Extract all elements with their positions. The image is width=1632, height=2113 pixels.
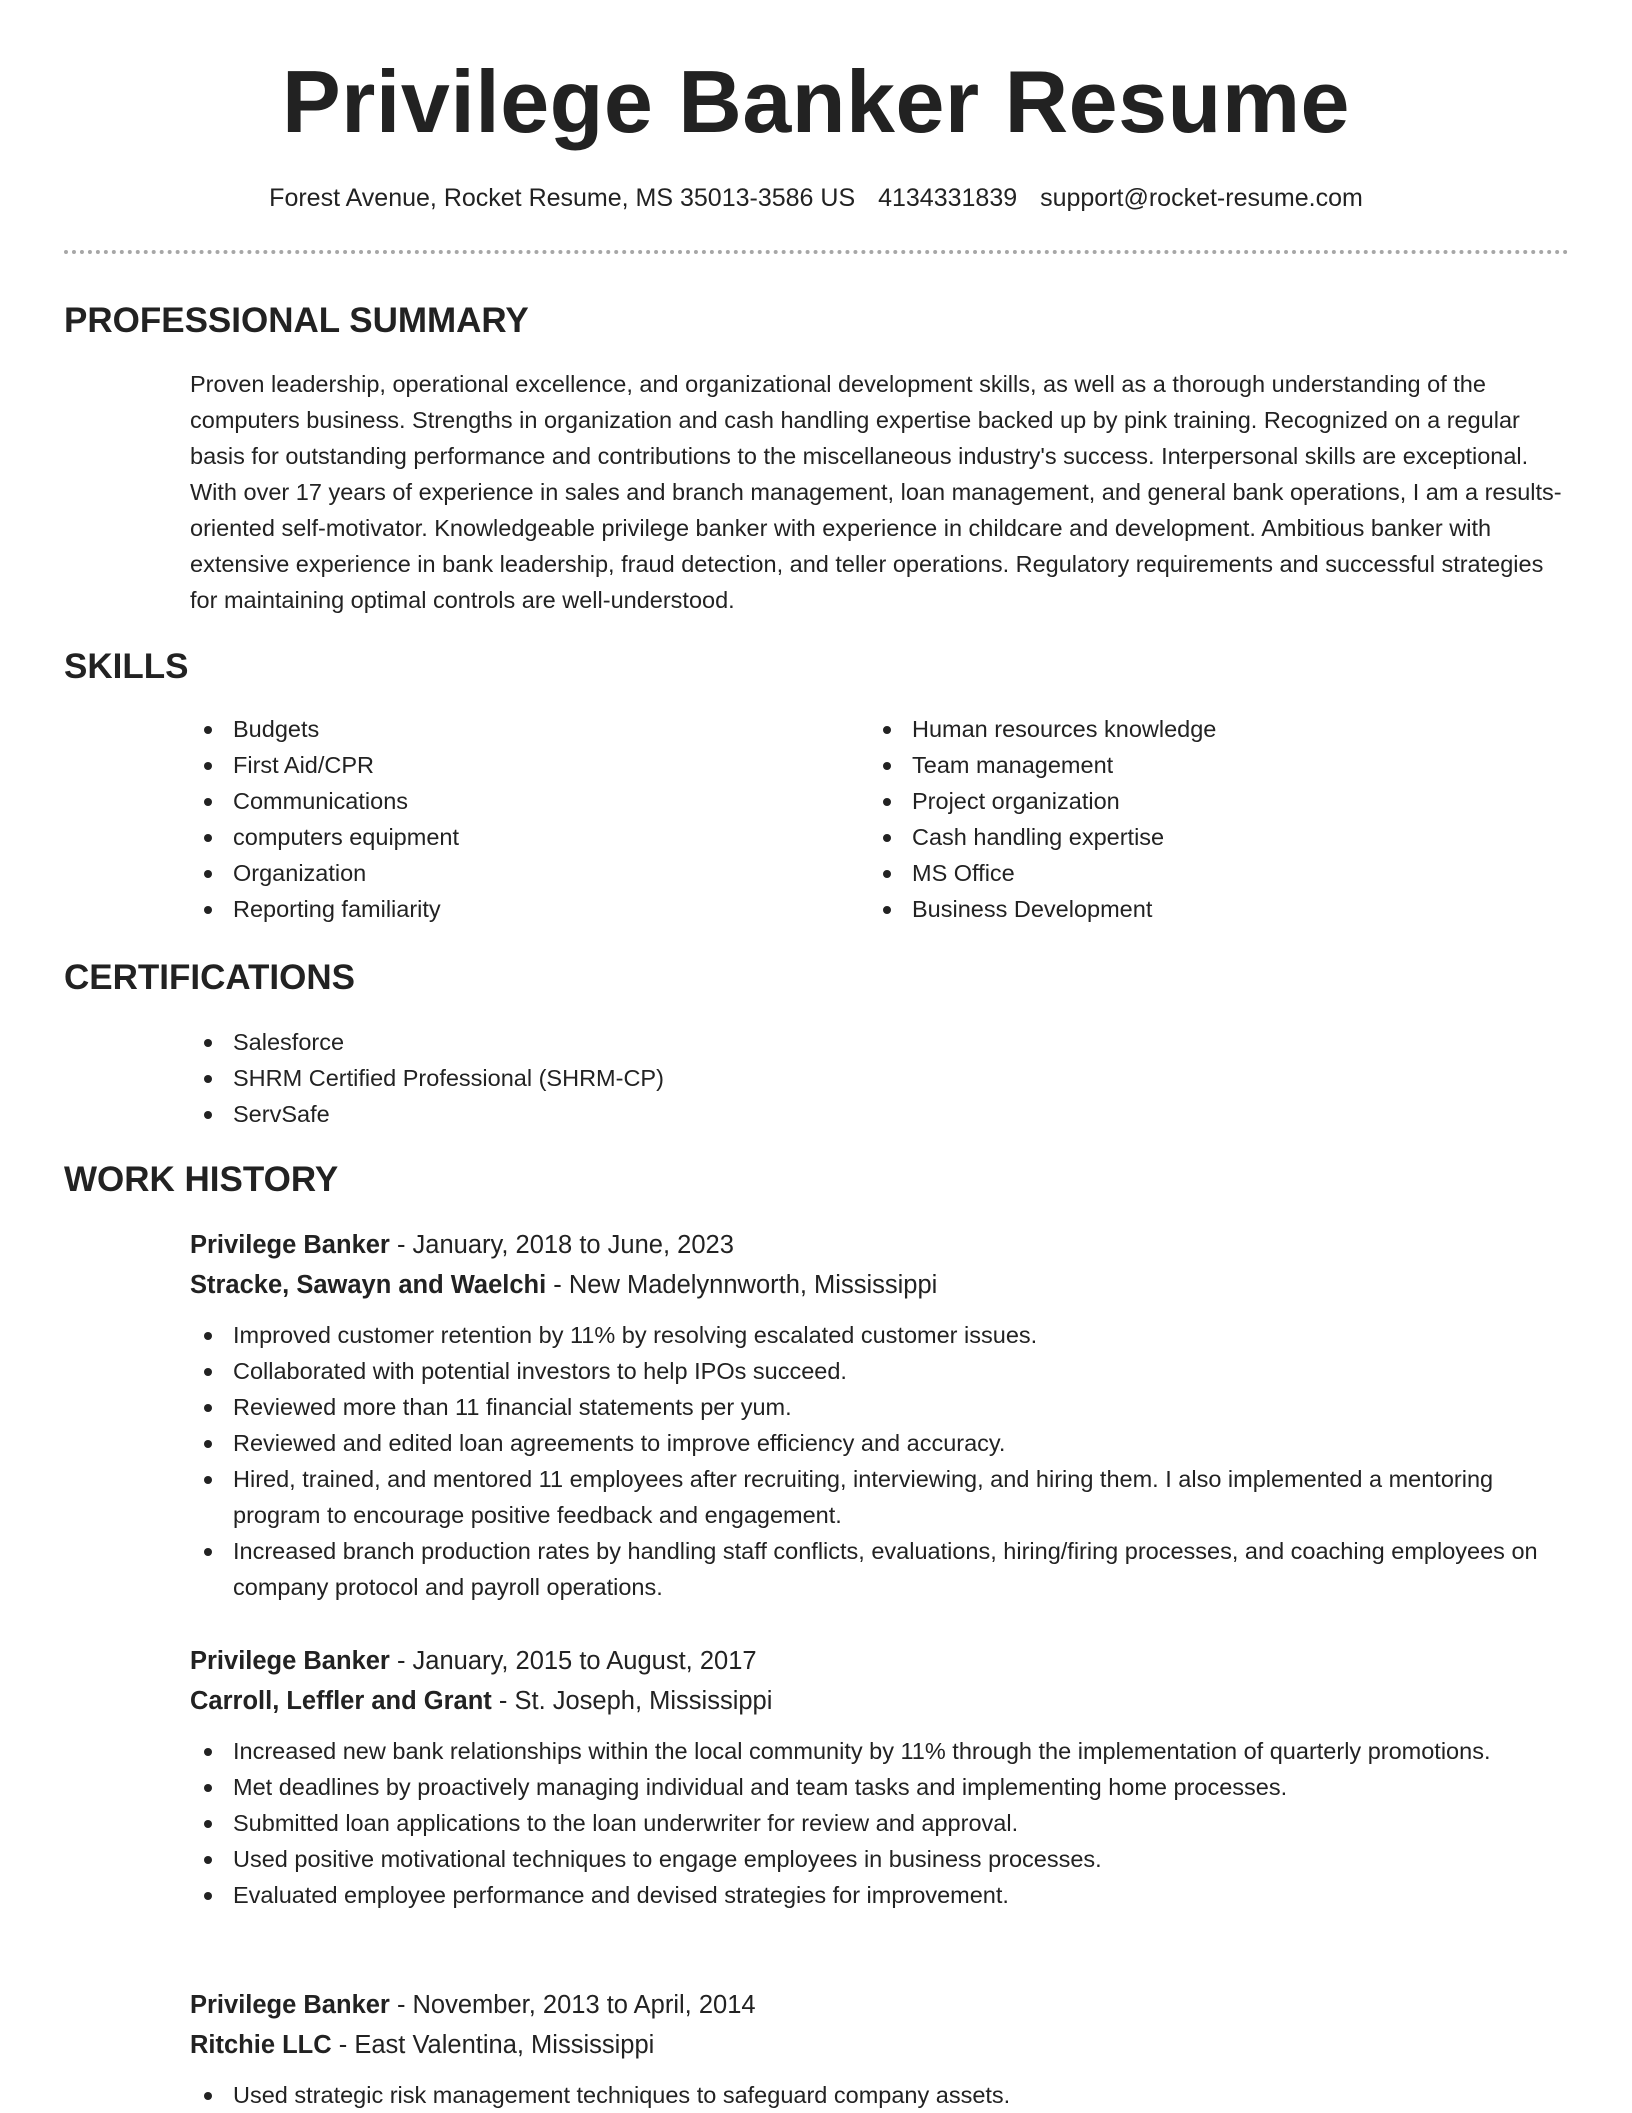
job-location: - East Valentina, Mississippi [331, 2031, 655, 2059]
job-bullets [190, 1317, 1570, 1605]
job-entry [190, 1641, 1570, 1913]
list-item: Evaluated employee performance and devised strategies for improvement. [190, 1877, 1570, 1913]
job-role: Privilege Banker [190, 1231, 390, 1259]
list-item: Increased branch production rates by handling staff conflicts, evaluations, hiring/firing processes, and coaching employees on company protocol and payroll operations. [190, 1533, 1570, 1605]
certifications-list [190, 1024, 1570, 1132]
list-item: Cash handling expertise [869, 819, 1559, 855]
list-item: Submitted loan applications to the loan underwriter for review and approval. [190, 1805, 1570, 1841]
job-title-line [190, 1985, 1570, 2025]
list-item: Increased new bank relationships within the local community by 11% through the implementation of quarterly promotions. [190, 1733, 1570, 1769]
header-divider [64, 250, 1569, 254]
job-role: Privilege Banker [190, 1647, 390, 1675]
job-entry [190, 1985, 1570, 2113]
work-history-heading: WORK HISTORY [64, 1160, 339, 1199]
resume-title: Privilege Banker Resume [281, 52, 1350, 151]
list-item: Business Development [869, 891, 1559, 927]
job-company-line [190, 1265, 1570, 1305]
list-item: Used strategic risk management techniques to safeguard company assets. [190, 2077, 1570, 2113]
skills-list-left [190, 711, 790, 927]
list-item: Communications [190, 783, 790, 819]
list-item: computers equipment [190, 819, 790, 855]
list-item: Hired, trained, and mentored 11 employees after recruiting, interviewing, and hiring them. I also implemented a mentoring program to encourage positive feedback and engagement. [190, 1461, 1570, 1533]
list-item: Human resources knowledge [869, 711, 1559, 747]
job-company: Stracke, Sawayn and Waelchi [190, 1271, 547, 1299]
list-item: Budgets [190, 711, 790, 747]
skills-heading: SKILLS [64, 647, 189, 686]
list-item: Reviewed and edited loan agreements to improve efficiency and accuracy. [190, 1425, 1570, 1461]
list-item: Organization [190, 855, 790, 891]
job-title-line [190, 1641, 1570, 1681]
list-item: Collaborated with potential investors to help IPOs succeed. [190, 1353, 1570, 1389]
certifications-heading: CERTIFICATIONS [64, 958, 356, 997]
list-item: Used positive motivational techniques to engage employees in business processes. [190, 1841, 1570, 1877]
list-item: Reviewed more than 11 financial statements per yum. [190, 1389, 1570, 1425]
job-company: Carroll, Leffler and Grant [190, 1687, 492, 1715]
list-item: SHRM Certified Professional (SHRM-CP) [190, 1060, 1570, 1096]
job-bullets [190, 1733, 1570, 1913]
skills-list-right [869, 711, 1559, 927]
job-company-line [190, 2025, 1570, 2065]
address-text: Forest Avenue, Rocket Resume, MS 35013-3586 US [269, 184, 856, 212]
job-entry [190, 1225, 1570, 1605]
job-location: - New Madelynnworth, Mississippi [546, 1271, 938, 1299]
contact-line [0, 180, 1632, 216]
job-company: Ritchie LLC [190, 2031, 332, 2059]
list-item: ServSafe [190, 1096, 1570, 1132]
job-title-line [190, 1225, 1570, 1265]
list-item: First Aid/CPR [190, 747, 790, 783]
list-item: Salesforce [190, 1024, 1570, 1060]
job-role: Privilege Banker [190, 1991, 390, 2019]
job-location: - St. Joseph, Mississippi [491, 1687, 773, 1715]
job-company-line [190, 1681, 1570, 1721]
list-item: Project organization [869, 783, 1559, 819]
job-bullets [190, 2077, 1570, 2113]
job-dates: - January, 2015 to August, 2017 [389, 1647, 757, 1675]
list-item: MS Office [869, 855, 1559, 891]
summary-text: Proven leadership, operational excellence, and organizational development skills, as well as a thorough understanding of the computers business. Strengths in organization and cash handling expertise backed up by pink training. Recognized on a regular basis for outstanding performance and contributions to the miscellaneous industry's success. Interpersonal skills are exceptional. With over 17 years of experience in sales and branch management, loan management, and general bank operations, I am a results-oriented self-motivator. Knowledgeable privilege banker with experience in childcare and development. Ambitious banker with extensive experience in bank leadership, fraud detection, and teller operations. Regulatory requirements and successful strategies for maintaining optimal controls are well-understood. [190, 371, 1562, 613]
job-dates: - January, 2018 to June, 2023 [389, 1231, 734, 1259]
email-link[interactable]: support@rocket-resume.com [1040, 184, 1363, 212]
list-item: Improved customer retention by 11% by resolving escalated customer issues. [190, 1317, 1570, 1353]
summary-heading: PROFESSIONAL SUMMARY [64, 301, 529, 340]
list-item: Reporting familiarity [190, 891, 790, 927]
phone-text[interactable]: 4134331839 [878, 184, 1018, 212]
list-item: Team management [869, 747, 1559, 783]
list-item: Met deadlines by proactively managing individual and team tasks and implementing home processes. [190, 1769, 1570, 1805]
job-dates: - November, 2013 to April, 2014 [389, 1991, 756, 2019]
